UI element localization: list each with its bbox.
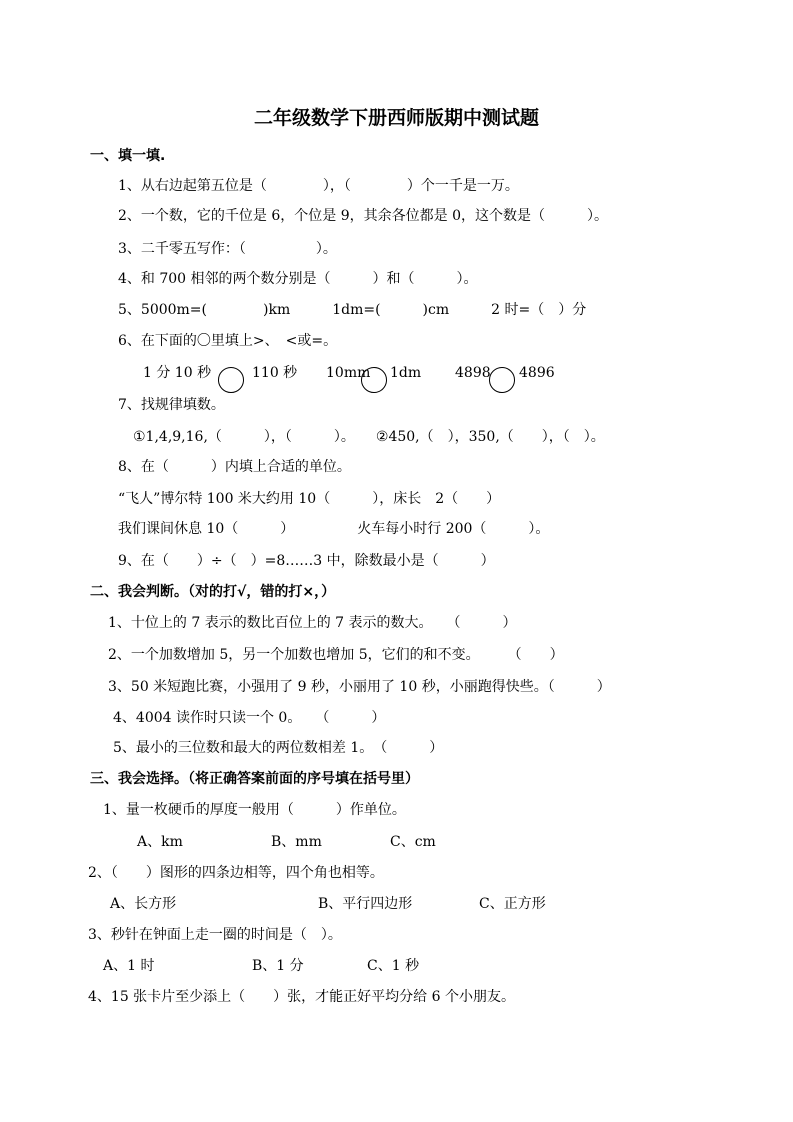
- s2-question-2: 2、一个加数增加 5，另一个加数也增加 5，它们的和不变。 （ ）: [108, 647, 564, 663]
- s3-q2-option-b: B、平行四边形: [318, 896, 413, 912]
- s3-q2-option-c: C、正方形: [479, 896, 546, 912]
- s3-q1-option-b: B、mm: [271, 834, 322, 850]
- s3-question-1: 1、量一枚硬币的厚度一般用（ ）作单位。: [103, 802, 406, 818]
- s1-question-6: 6、在下面的〇里填上>、 <或=。: [118, 333, 338, 349]
- s1-question-9: 9、在（ ）÷（ ）=8……3 中，除数最小是（ ）: [118, 553, 495, 569]
- compare-circle-1[interactable]: [218, 367, 244, 393]
- s3-question-2: 2、（ ）图形的四条边相等，四个角也相等。: [88, 865, 384, 881]
- s3-q1-option-c: C、cm: [390, 834, 436, 850]
- s2-question-4: 4、4004 读作时只读一个 0。 （ ）: [113, 710, 386, 726]
- s3-question-4: 4、15 张卡片至少添上（ ）张，才能正好平均分给 6 个小朋友。: [88, 989, 515, 1005]
- s1-q6-item-d: 1dm: [390, 365, 422, 381]
- s1-question-8: 8、在（ ）内填上合适的单位。: [118, 459, 351, 475]
- s2-question-1: 1、十位上的 7 表示的数比百位上的 7 表示的数大。 （ ）: [108, 615, 517, 631]
- s1-q6-item-e: 4898: [455, 365, 491, 381]
- s2-question-3: 3、50 米短跑比赛，小强用了 9 秒，小丽用了 10 秒，小丽跑得快些。（ ）: [108, 679, 611, 695]
- s1-q6-item-c: 10mm: [326, 365, 371, 381]
- s1-question-5: 5、5000m=( )km 1dm=( )cm 2 时=（ ）分: [118, 302, 587, 318]
- s1-question-2: 2、一个数，它的千位是 6，个位是 9，其余各位都是 0，这个数是（ ）。: [118, 208, 608, 224]
- s1-question-1: 1、从右边起第五位是（ ），（ ）个一千是一万。: [118, 178, 519, 194]
- s1-q8-line-a: “飞人”博尔特 100 米大约用 10（ ），床长 2（ ）: [118, 491, 501, 507]
- section-3-heading: 三、我会选择。（将正确答案前面的序号填在括号里）: [90, 771, 419, 787]
- s1-q8-line-b: 我们课间休息 10（ ） 火车每小时行 200（ ）。: [118, 521, 550, 537]
- s1-question-4: 4、和 700 相邻的两个数分别是（ ）和（ ）。: [118, 271, 478, 287]
- page-title: 二年级数学下册西师版期中测试题: [253, 107, 539, 129]
- s1-q7-sequences: ①1,4,9,16,（ ），（ ）。 ②450,（ ），350,（ ），（ ）。: [133, 429, 605, 445]
- s1-question-3: 3、二千零五写作：（ ）。: [118, 241, 337, 257]
- s1-q6-item-b: 110 秒: [252, 365, 298, 381]
- compare-circle-3[interactable]: [489, 367, 515, 393]
- s1-q6-item-f: 4896: [519, 365, 555, 381]
- s1-question-7: 7、找规律填数。: [118, 397, 225, 413]
- compare-circle-2[interactable]: [361, 367, 387, 393]
- section-2-heading: 二、我会判断。（对的打√，错的打×，）: [90, 584, 336, 600]
- s1-q6-item-a: 1 分 10 秒: [143, 365, 212, 381]
- s2-question-5: 5、最小的三位数和最大的两位数相差 1。 （ ）: [113, 740, 444, 756]
- s3-q2-option-a: A、长方形: [110, 896, 177, 912]
- section-1-heading: 一、填一填.: [90, 148, 166, 164]
- s3-q3-option-a: A、1 时: [103, 958, 155, 974]
- s3-q3-option-c: C、1 秒: [367, 958, 420, 974]
- s3-q3-option-b: B、1 分: [252, 958, 304, 974]
- s3-q1-option-a: A、km: [137, 834, 183, 850]
- s3-question-3: 3、秒针在钟面上走一圈的时间是（ ）。: [88, 927, 342, 943]
